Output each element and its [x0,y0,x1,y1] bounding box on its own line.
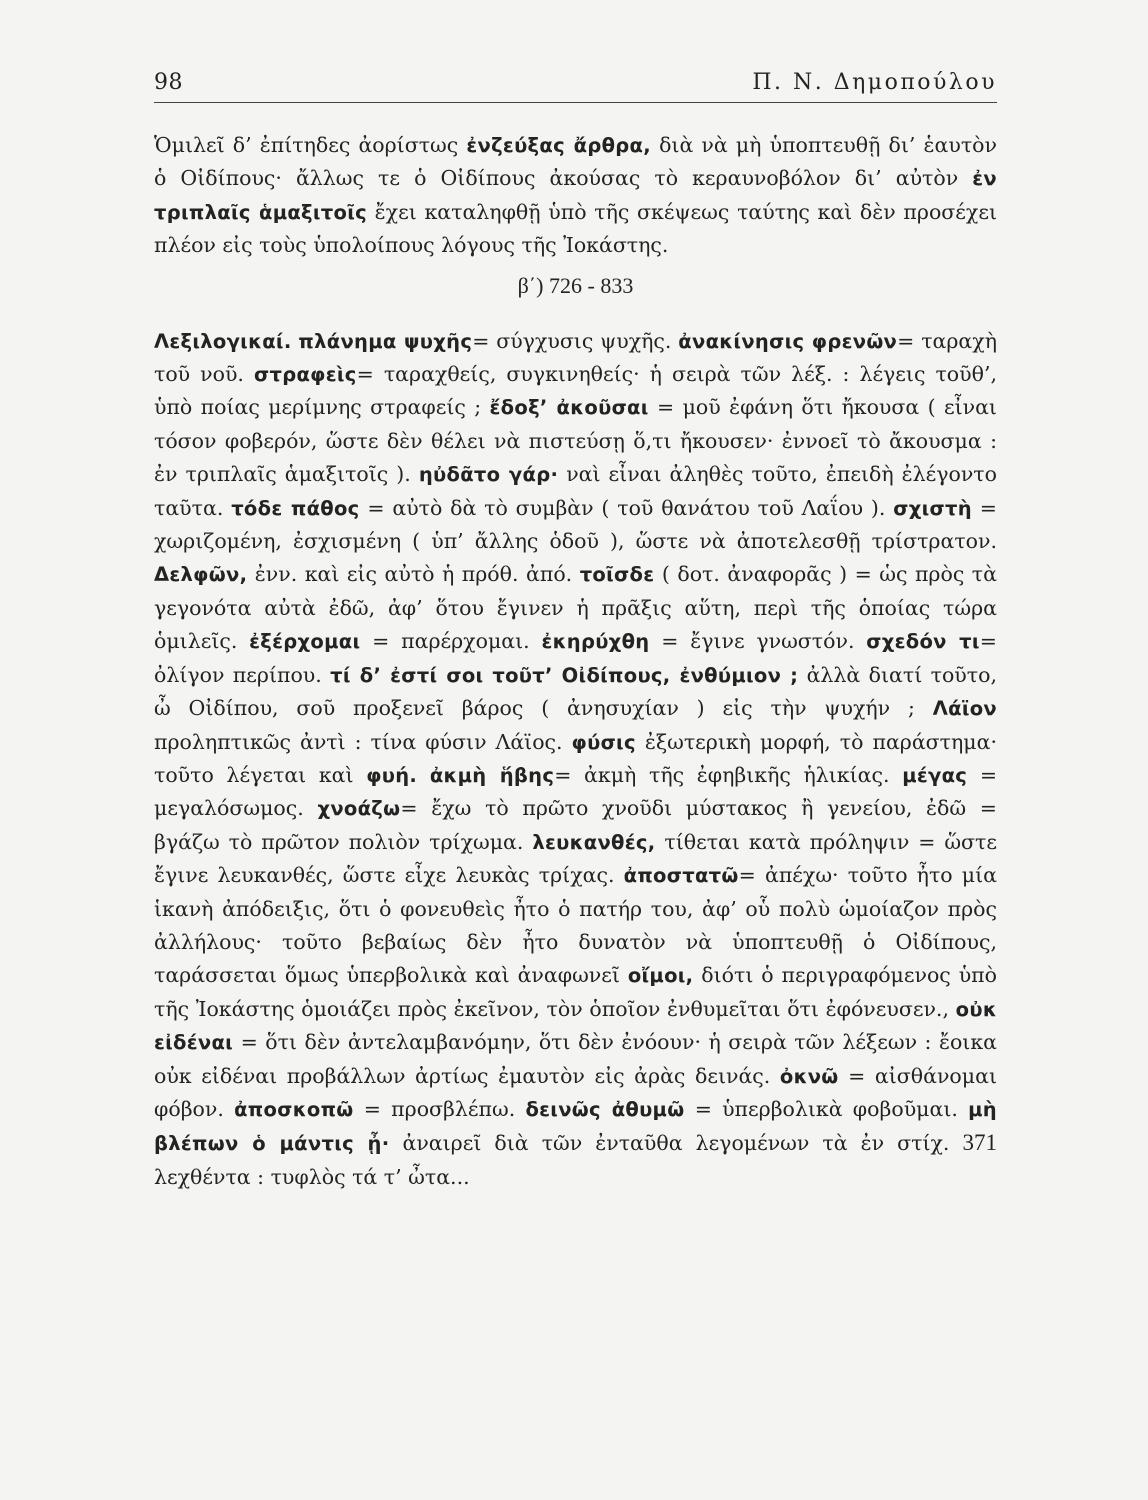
section-heading: β΄) 726 - 833 [517,272,634,298]
page-number: 98 [154,70,183,95]
term-lefkanthes: λευκανθές, [532,830,656,854]
def-okno: = αἰσθάνομαι φόβον. [154,1063,997,1121]
def-fysis: ἐξωτερικὴ μορφή, τὸ παράστημα· τοῦτο λέγεται καὶ [154,729,997,787]
term-chnoazo: χνοάζω [317,797,401,821]
def-akmi-ivis: = ἀκμὴ τῆς ἐφηβικῆς ἡλικίας. [554,762,890,787]
term-mi-vlepon: μὴ βλέπων ὁ μάντις ᾖ· [154,1097,997,1156]
def-exerchomai: = παρέρχομαι. [372,629,530,654]
glossary-paragraph [154,325,997,1195]
intro-text-2: διὰ νὰ μὴ ὑποπτευθῇ δι’ ἑαυτὸν ὁ Οἰδίπους· ἄλλως τε ὁ Οἰδίπους ἀκούσας τὸ κεραυνοβόλον δι’ αὐτὸν [154,133,997,191]
term-akmi-ivis: ἀκμὴ ἥβης [429,763,555,787]
term-anakinisis-frenon: ἀνακίνησις φρενῶν [678,329,898,353]
term-deinos-athymo: δεινῶς ἀθυμῶ [525,1097,685,1121]
term-laion: Λάϊον [932,697,997,721]
term-edox-akousai: ἔδοξ’ ἀκοῦσαι [489,396,649,420]
def-mi-vlepon: ἀναιρεῖ διὰ τῶν ἐνταῦθα λεγομένων τὰ ἐν στίχ. [402,1131,950,1156]
term-fyi: φυή. [366,763,418,787]
term-apostato: ἀποστατῶ [623,864,739,888]
def-anakinisis-frenon: = ταραχὴ τοῦ νοῦ. [154,328,997,387]
def-mi-vlepon-end: λεχθέντα : τυφλὸς τά τ’ ὦτα... [154,1164,470,1189]
def-ti-d-esti: ἀλλὰ διατί τοῦτο, ὦ Οἰδίπου, σοῦ προξενεῖ βάρος ( ἀνησυχίαν ) εἰς τὴν ψυχήν ; [154,662,997,721]
def-megas: = μεγαλόσωμος. [154,762,997,821]
def-ekirychthi: = ἔγινε γνωστόν. [661,629,855,654]
def-laion: προληπτικῶς ἀντὶ : τίνα φύσιν Λάϊος. [154,729,563,754]
def-planima-psychis: = σύγχυσις ψυχῆς. [472,328,672,353]
def-schedon-ti: = ὀλίγον περίπου. [154,629,997,687]
def-delfon: ἐνν. καὶ εἰς αὐτὸ ἡ πρόθ. ἀπό. [254,562,573,587]
term-exerchomai: ἐξέρχομαι [249,630,361,654]
verse-number: 371 [962,1130,997,1156]
def-apostato: = ἀπέχω· τοῦτο ἦτο μία ἱκανὴ ἀπόδειξις, ὅτι ὁ φονευθεὶς ἦτο ὁ πατήρ του, ἀφ’ οὗ πολὺ ὡμοίαζον πρὸς ἀλλήλους· τοῦτο βεβαίως δὲν ἦτο δυνατὸν νὰ ὑποπτευθῇ ὁ Οἰδίπους, ταράσσεται ὅμως ὑπερβολικὰ καὶ ἀναφωνεῖ [154,863,997,988]
def-tode-pathos: = αὐτὸ δὰ τὸ συμβὰν ( τοῦ θανάτου τοῦ Λαΐου ). [367,495,886,520]
def-toisde: ( δοτ. ἀναφορᾶς ) = ὡς πρὸς τὰ γεγονότα αὐτὰ ἐδῶ, ἀφ’ ὅτου ἔγινεν ἡ πρᾶξις αὕτη, περὶ τῆς ὁποίας τώρα ὁμιλεῖς. [154,562,997,654]
glossary-heading: Λεξιλογικαί. [154,329,292,353]
term-ouk-eidenai: οὐκ εἰδέναι [154,997,997,1055]
term-schedon-ti: σχεδόν τι [866,630,980,654]
term-ifdato-gar: ηὐδᾶτο γάρ· [418,463,559,487]
term-ekirychthi: ἐκηρύχθη [541,630,650,654]
def-oimoi: διότι ὁ περιγραφόμενος ὑπὸ τῆς Ἰοκάστης ὁμοιάζει πρὸς ἐκεῖνον, τὸν ὁποῖον ἐνθυμεῖται ὅτι ἐφόνευσεν., [154,963,997,1021]
term-delfon: Δελφῶν, [154,563,248,587]
def-strafeis: = ταραχθείς, συγκινηθείς· ἡ σειρὰ τῶν λέξ. : λέγεις τοῦθ’, ὑπὸ ποίας μερίμνης στραφείς ; [154,362,997,420]
def-deinos-athymo: = ὑπερβολικὰ φοβοῦμαι. [694,1096,958,1121]
running-head-author: Π. Ν. Δημοπούλου [752,70,997,95]
term-megas: μέγας [902,763,968,787]
def-chnoazo: = ἔχω τὸ πρῶτο χνοῦδι μύστακος ἢ γενείου, ἐδῶ = βγάζω τὸ πρῶτον πολιὸν τρίχωμα. [154,796,997,854]
term-oimoi: οἴμοι, [627,964,694,988]
intro-term-2: ἐν τριπλαῖς ἁμαξιτοῖς [154,167,997,224]
term-strafeis: στραφεὶς [253,363,357,387]
term-ti-d-esti: τί δ’ ἐστί σοι τοῦτ’ Οἰδίπους, ἐνθύμιον ; [330,663,799,687]
intro-term-1: ἐνζεύξας ἄρθρα, [466,134,651,157]
def-lefkanthes: τίθεται κατὰ πρόληψιν = ὥστε ἔγινε λευκανθές, ὥστε εἶχε λευκὰς τρίχας. [154,829,997,888]
intro-paragraph [154,129,997,263]
term-aposkopo: ἀποσκοπῶ [234,1097,354,1121]
def-ifdato-gar: ναὶ εἶναι ἀληθὲς τοῦτο, ἐπειδὴ ἐλέγοντο ταῦτα. [154,462,997,520]
term-schisti: σχιστὴ [893,496,972,520]
term-fysis: φύσις [571,730,636,754]
term-tode-pathos: τόδε πάθος [231,496,360,520]
term-okno: ὀκνῶ [779,1064,839,1088]
def-aposkopo: = προσβλέπω. [363,1096,516,1121]
intro-text-3: ἔχει καταληφθῇ ὑπὸ τῆς σκέψεως ταύτης καὶ δὲν προσέχει πλέον εἰς τοὺς ὑπολοίπους λόγους τῆς Ἰοκάστης. [154,199,997,258]
page-body [154,129,997,1194]
term-planima-psychis: πλάνημα ψυχῆς [298,329,473,353]
def-schisti: = χωριζομένη, ἐσχισμένη ( ὑπ’ ἄλλης ὁδοῦ ), ὥστε νὰ ἀποτελεσθῇ τρίστρατον. [154,495,997,554]
term-toisde: τοῖσδε [579,563,655,587]
def-edox-akousai: = μοῦ ἐφάνη ὅτι ἤκουσα ( εἶναι τόσον φοβερόν, ὥστε δὲν θέλει νὰ πιστεύσῃ ὅ,τι ἤκουσεν· ἐννοεῖ τὸ ἄκουσμα : ἐν τριπλαῖς ἁμαξιτοῖς ). [154,395,997,487]
intro-text-1: Ὁμιλεῖ δ’ ἐπίτηδες ἀορίστως [154,133,467,157]
page-header [154,66,997,103]
def-ouk-eidenai: = ὅτι δὲν ἀντελαμβανόμην, ὅτι δὲν ἐνόουν· ἡ σειρὰ τῶν λέξεων : ἔοικα οὐκ εἰδέναι προβάλλων ἀρτίως ἐμαυτὸν εἰς ἀρὰς δεινάς. [154,1030,997,1088]
